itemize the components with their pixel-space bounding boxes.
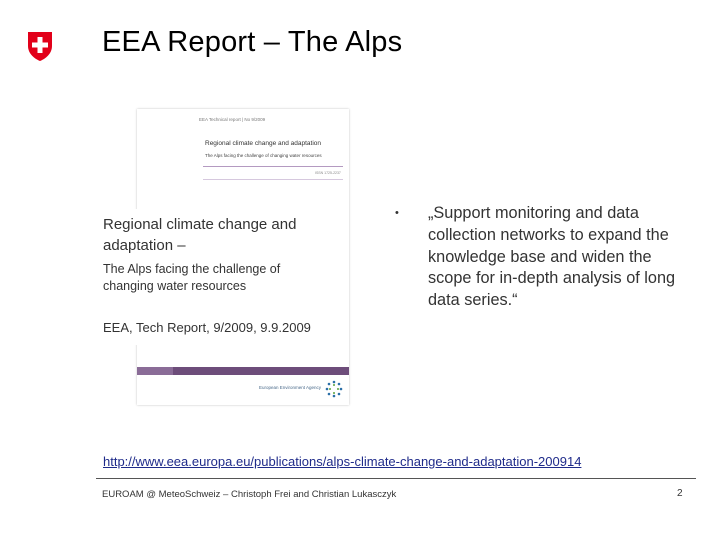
swiss-cross-shield-icon (26, 30, 54, 62)
report-citation: EEA, Tech Report, 9/2009, 9.9.2009 (103, 320, 311, 335)
report-title-text: Regional climate change and adaptation – (103, 216, 297, 254)
report-purple-band-accent (137, 367, 173, 375)
quote-text: „Support monitoring and data collection networks to expand the knowledge base and widen the scope for in-depth analysis of long data series.“ (428, 204, 676, 310)
report-rule (203, 179, 343, 180)
report-cover-subtitle: The Alps facing the challenge of changing water resources (205, 153, 322, 158)
report-issn: ISSN 1725-2237 (315, 171, 341, 175)
report-agency-name: European Environment Agency (259, 385, 322, 390)
bullet-marker: • (395, 207, 399, 219)
page-number: 2 (677, 488, 683, 499)
report-url-link[interactable]: http://www.eea.europa.eu/publications/alps-climate-change-and-adaptation-200914 (103, 454, 582, 469)
report-subtitle-text: The Alps facing the challenge of changing water resources (103, 262, 281, 293)
footer-text: EUROAM @ MeteoSchweiz – Christoph Frei and Christian Lukasczyk (102, 489, 397, 500)
report-rule (203, 166, 343, 167)
footer-divider (96, 478, 696, 479)
report-header: EEA Technical report | No 9/2009 (199, 117, 266, 122)
eea-star-logo-icon (325, 380, 343, 398)
slide-title: EEA Report – The Alps (102, 26, 403, 58)
report-cover-title: Regional climate change and adaptation (205, 140, 322, 147)
